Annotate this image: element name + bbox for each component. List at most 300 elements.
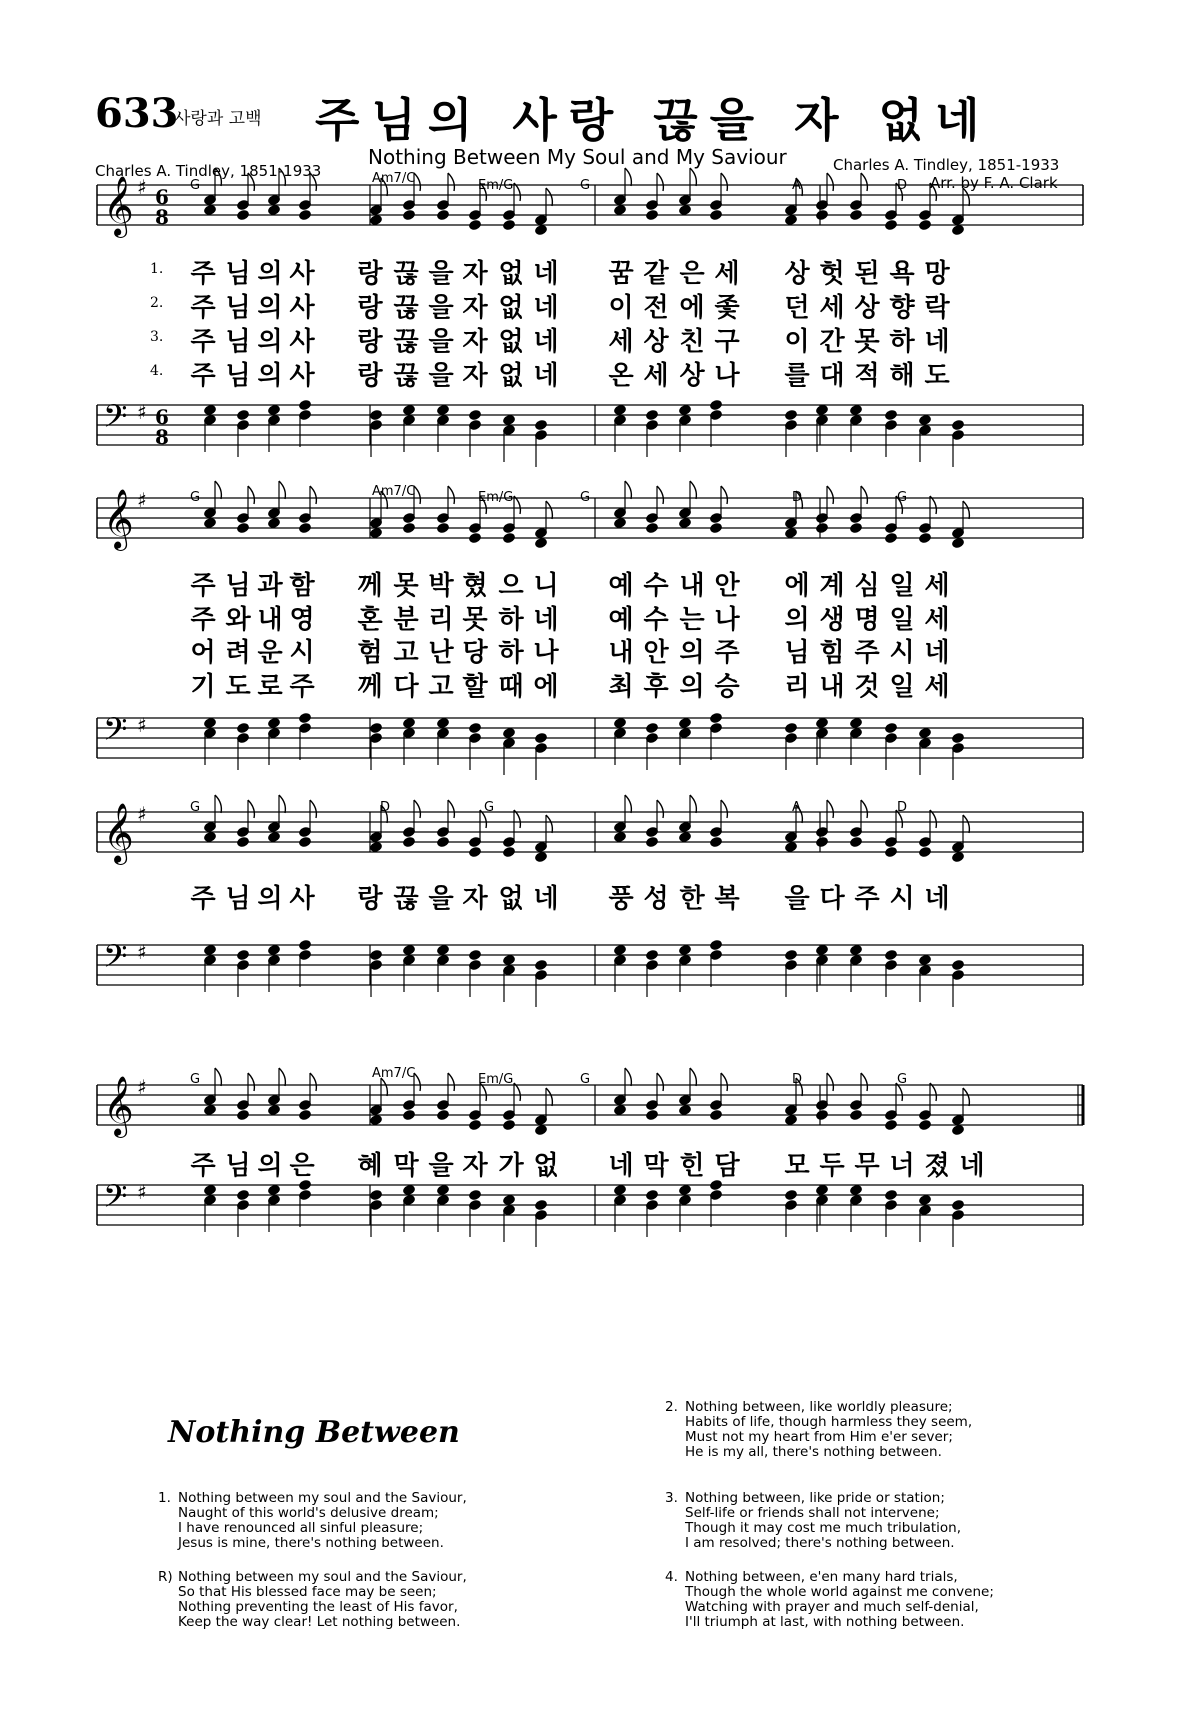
lyric-syllable: 자 — [462, 293, 488, 323]
s1-treble-flag — [215, 168, 221, 186]
lyric-syllable: 못 — [854, 327, 880, 357]
s1-bass-notehead — [298, 399, 312, 412]
lyric-syllable: 세 — [608, 327, 634, 357]
lyric-syllable: 을 — [428, 1151, 454, 1181]
chord-symbol: G — [190, 490, 201, 505]
s1-treble-notehead — [884, 219, 898, 232]
lyric-syllable: 주 — [714, 638, 740, 668]
lyric-syllable: 시 — [889, 638, 915, 668]
lyric-syllable: 네 — [533, 259, 559, 289]
lyric-syllable: 세 — [924, 571, 950, 601]
s1-treble-notehead — [468, 219, 482, 232]
lyric-syllable: 다 — [393, 672, 419, 702]
s3-bass-notehead — [645, 949, 659, 962]
s2-treble-flag — [827, 486, 833, 504]
chord-symbol: G — [897, 1072, 908, 1087]
verse-number: 4. — [150, 363, 164, 379]
s3-treble-flag — [690, 795, 696, 813]
lyric-syllable: 한 — [679, 884, 705, 914]
lyric-syllable: 세 — [924, 672, 950, 702]
s1-treble-notehead — [298, 209, 312, 222]
lyric-syllable: 안 — [714, 571, 740, 601]
lyric-syllable: 예 — [608, 605, 634, 635]
chord-symbol: G — [580, 1072, 591, 1087]
chord-symbol: D — [792, 490, 803, 505]
s3-bass-notehead — [369, 949, 383, 962]
s4-bass-notehead — [534, 1199, 548, 1212]
hymn-category: 사랑과 고백 — [174, 109, 262, 129]
lyric-syllable: 를 — [784, 361, 810, 391]
english-stanza: Nothing between, e'en many hard trials, Though the whole world against me convene; Watching with prayer and much self-denial, I'll triumph at last, with nothing between. — [685, 1569, 994, 1630]
s4-bass-notehead — [236, 1189, 250, 1202]
s1-treble-flag — [625, 168, 631, 186]
s4-treble-flag — [546, 1088, 552, 1106]
lyric-syllable: 의 — [679, 672, 705, 702]
s4-treble-notehead — [815, 1109, 829, 1122]
s3-bass-key-signature-icon: ♯ — [137, 940, 147, 964]
s3-treble-key-signature-icon: ♯ — [137, 802, 147, 826]
lyric-syllable: 랑 — [357, 884, 383, 914]
lyric-syllable: 세 — [819, 293, 845, 323]
lyric-syllable: 님 — [225, 259, 251, 289]
s2-treble-notehead — [236, 522, 250, 535]
lyric-syllable: 자 — [462, 884, 488, 914]
s2-treble-notehead — [815, 522, 829, 535]
s1-treble-notehead — [645, 209, 659, 222]
s1-treble-flag — [248, 173, 254, 191]
s4-bass-notehead — [951, 1199, 965, 1212]
lyric-syllable: 으 — [498, 571, 524, 601]
s4-bass-notehead — [784, 1189, 798, 1202]
s3-treble-notehead — [436, 836, 450, 849]
s1-treble-flag — [827, 173, 833, 191]
s1-bass-notehead — [468, 409, 482, 422]
s2-bass-clef-icon: 𝄢 — [103, 711, 128, 755]
s3-bass-notehead — [534, 959, 548, 972]
lyric-syllable: 당 — [462, 638, 488, 668]
arranger-credit: Arr. by F. A. Clark — [930, 174, 1058, 192]
lyric-syllable: 가 — [498, 1151, 524, 1181]
lyric-syllable: 세 — [924, 605, 950, 635]
chord-symbol: Em/G — [478, 1072, 514, 1087]
english-section-title: Nothing Between — [168, 1415, 460, 1450]
s3-bass-clef-icon: 𝄢 — [103, 938, 128, 982]
lyric-syllable: 의 — [257, 327, 283, 357]
lyric-syllable: 님 — [225, 884, 251, 914]
lyric-syllable: 혼 — [357, 605, 383, 635]
chord-symbol: G — [190, 1072, 201, 1087]
lyric-syllable: 좇 — [714, 293, 740, 323]
chord-symbol: D — [380, 800, 391, 815]
lyric-syllable: 은 — [289, 1151, 315, 1181]
s3-treble-notehead — [502, 846, 516, 859]
lyric-syllable: 다 — [819, 884, 845, 914]
lyric-syllable: 도 — [225, 672, 251, 702]
s1-treble-notehead — [436, 209, 450, 222]
s3-bass-notehead — [784, 949, 798, 962]
lyric-syllable: 못 — [393, 571, 419, 601]
s4-treble-flag — [861, 1073, 867, 1091]
s3-treble-flag — [414, 800, 420, 818]
s1-treble-flag — [546, 188, 552, 206]
s3-treble-flag — [310, 800, 316, 818]
lyric-syllable: 주 — [190, 327, 216, 357]
lyric-syllable: 님 — [784, 638, 810, 668]
s2-treble-flag — [546, 501, 552, 519]
s3-treble-notehead — [236, 836, 250, 849]
s2-bass-notehead — [236, 722, 250, 735]
lyric-syllable: 수 — [643, 571, 669, 601]
lyric-syllable: 친 — [679, 327, 705, 357]
s3-bass-notehead — [236, 949, 250, 962]
english-title: Nothing Between My Soul and My Saviour — [368, 145, 787, 169]
s3-treble-flag — [248, 800, 254, 818]
lyric-syllable: 의 — [679, 638, 705, 668]
chord-symbol: Em/G — [478, 178, 514, 193]
lyric-syllable: 상 — [784, 259, 810, 289]
lyric-syllable: 계 — [819, 571, 845, 601]
lyric-syllable: 없 — [498, 259, 524, 289]
lyric-syllable: 려 — [225, 638, 251, 668]
lyric-syllable: 랑 — [357, 361, 383, 391]
lyric-syllable: 없 — [498, 327, 524, 357]
s1-treble-notehead — [402, 209, 416, 222]
s1-treble-flag — [279, 168, 285, 186]
s3-bass-notehead — [298, 939, 312, 952]
lyric-syllable: 없 — [533, 1151, 559, 1181]
lyric-syllable: 해 — [889, 361, 915, 391]
s3-treble-flag — [827, 800, 833, 818]
lyric-syllable: 된 — [854, 259, 880, 289]
s2-treble-notehead — [402, 522, 416, 535]
lyric-syllable: 것 — [854, 672, 880, 702]
verse-number: 2. — [150, 295, 164, 311]
lyric-syllable: 나 — [714, 361, 740, 391]
lyric-syllable: 후 — [643, 672, 669, 702]
lyric-syllable: 끊 — [393, 327, 419, 357]
lyric-syllable: 기 — [190, 672, 216, 702]
lyric-syllable: 은 — [679, 259, 705, 289]
chord-symbol: G — [484, 800, 495, 815]
s1-bass-notehead — [645, 409, 659, 422]
lyric-syllable: 니 — [533, 571, 559, 601]
lyric-syllable: 을 — [428, 327, 454, 357]
lyric-syllable: 세 — [714, 259, 740, 289]
s2-treble-notehead — [918, 532, 932, 545]
s1-treble-notehead — [918, 219, 932, 232]
s3-treble-flag — [963, 815, 969, 833]
lyric-syllable: 이 — [784, 327, 810, 357]
s4-treble-flag — [657, 1073, 663, 1091]
lyric-syllable: 예 — [608, 571, 634, 601]
s2-treble-flag — [625, 481, 631, 499]
lyric-syllable: 리 — [428, 605, 454, 635]
s2-treble-flag — [861, 486, 867, 504]
s4-bass-notehead — [468, 1189, 482, 1202]
lyric-syllable: 께 — [357, 672, 383, 702]
lyric-syllable: 주 — [190, 361, 216, 391]
lyric-syllable: 욕 — [889, 259, 915, 289]
lyric-syllable: 함 — [289, 571, 315, 601]
lyric-syllable: 힘 — [819, 638, 845, 668]
s4-bass-notehead — [369, 1189, 383, 1202]
lyric-syllable: 수 — [643, 605, 669, 635]
lyric-syllable: 일 — [889, 672, 915, 702]
lyric-syllable: 명 — [854, 605, 880, 635]
s2-treble-flag — [690, 481, 696, 499]
lyric-syllable: 주 — [190, 571, 216, 601]
s1-treble-notehead — [236, 209, 250, 222]
s4-treble-flag — [963, 1088, 969, 1106]
s2-bass-notehead — [534, 732, 548, 745]
s4-bass-notehead — [884, 1189, 898, 1202]
s1-bass-clef-icon: 𝄢 — [103, 398, 128, 442]
chord-symbol: G — [190, 800, 201, 815]
s1-treble-flag — [721, 173, 727, 191]
s2-treble-notehead — [849, 522, 863, 535]
s1-bass-notehead — [884, 409, 898, 422]
s2-treble-flag — [963, 501, 969, 519]
lyric-syllable: 분 — [393, 605, 419, 635]
lyric-syllable: 막 — [643, 1151, 669, 1181]
s1-bass-notehead — [369, 409, 383, 422]
s2-bass-notehead — [784, 722, 798, 735]
s4-treble-notehead — [884, 1119, 898, 1132]
s4-treble-key-signature-icon: ♯ — [137, 1075, 147, 1099]
s4-treble-clef-icon: 𝄞 — [103, 1076, 134, 1136]
s1-bass-notehead — [534, 419, 548, 432]
lyric-syllable: 사 — [289, 884, 315, 914]
lyric-syllable: 락 — [924, 293, 950, 323]
s1-bass-notehead — [951, 419, 965, 432]
lyric-syllable: 의 — [784, 605, 810, 635]
chord-symbol: A — [792, 800, 801, 815]
author-credit: Charles A. Tindley, 1851-1933 — [833, 156, 1060, 174]
s1-treble-key-signature-icon: ♯ — [137, 175, 147, 199]
stanza-label: 3. — [665, 1490, 678, 1506]
lyric-syllable: 랑 — [357, 293, 383, 323]
s3-bass-notehead — [709, 939, 723, 952]
lyric-syllable: 리 — [784, 672, 810, 702]
s4-treble-flag — [279, 1068, 285, 1086]
s3-treble-flag — [279, 795, 285, 813]
s4-bass-clef-icon: 𝄢 — [103, 1178, 128, 1222]
lyric-syllable: 랑 — [357, 259, 383, 289]
lyric-syllable: 꿈 — [608, 259, 634, 289]
lyric-syllable: 내 — [819, 672, 845, 702]
s3-treble-clef-icon: 𝄞 — [103, 803, 134, 863]
s2-bass-notehead — [298, 712, 312, 725]
lyric-syllable: 에 — [679, 293, 705, 323]
lyric-syllable: 의 — [257, 293, 283, 323]
s4-treble-flag — [690, 1068, 696, 1086]
lyric-syllable: 망 — [924, 259, 950, 289]
lyric-syllable: 을 — [428, 259, 454, 289]
chord-symbol: Am7/C — [372, 484, 416, 499]
s2-treble-flag — [248, 486, 254, 504]
stanza-label: 2. — [665, 1399, 678, 1415]
lyric-syllable: 대 — [819, 361, 845, 391]
s1-bass-notehead — [784, 409, 798, 422]
lyric-syllable: 도 — [924, 361, 950, 391]
s3-treble-flag — [215, 795, 221, 813]
s1-treble-flag — [690, 168, 696, 186]
english-stanza: Nothing between, like worldly pleasure; Habits of life, though harmless they seem, Must not my heart from Him e'er sever; He is my all, there's nothing between. — [685, 1399, 973, 1460]
lyric-syllable: 주 — [190, 293, 216, 323]
s4-treble-flag — [514, 1083, 520, 1101]
lyric-syllable: 끊 — [393, 361, 419, 391]
lyric-syllable: 주 — [190, 259, 216, 289]
verse-number: 3. — [150, 329, 164, 345]
s2-treble-notehead — [709, 522, 723, 535]
s4-treble-flag — [310, 1073, 316, 1091]
s3-treble-flag — [514, 810, 520, 828]
s4-treble-notehead — [918, 1119, 932, 1132]
s3-bass-notehead — [884, 949, 898, 962]
s1-treble-flag — [657, 173, 663, 191]
s4-treble-flag — [448, 1073, 454, 1091]
s4-treble-notehead — [849, 1109, 863, 1122]
lyric-syllable: 할 — [462, 672, 488, 702]
s3-treble-flag — [930, 810, 936, 828]
s2-treble-notehead — [298, 522, 312, 535]
s3-treble-notehead — [884, 846, 898, 859]
s4-treble-flag — [625, 1068, 631, 1086]
lyric-syllable: 하 — [889, 327, 915, 357]
s1-treble-clef-icon: 𝄞 — [103, 176, 134, 236]
s4-treble-notehead — [436, 1109, 450, 1122]
lyric-syllable: 담 — [714, 1151, 740, 1181]
s2-treble-flag — [215, 481, 221, 499]
lyric-syllable: 사 — [289, 361, 315, 391]
lyric-syllable: 간 — [819, 327, 845, 357]
hymn-title: 주님의 사랑 끊을 자 없네 — [315, 93, 992, 147]
lyric-syllable: 네 — [533, 361, 559, 391]
lyric-syllable: 온 — [608, 361, 634, 391]
lyric-syllable: 힌 — [679, 1151, 705, 1181]
lyric-syllable: 승 — [714, 672, 740, 702]
s4-treble-notehead — [236, 1109, 250, 1122]
s3-treble-flag — [448, 800, 454, 818]
s3-treble-notehead — [815, 836, 829, 849]
lyric-syllable: 못 — [462, 605, 488, 635]
lyric-syllable: 어 — [190, 638, 216, 668]
chord-symbol: D — [897, 178, 908, 193]
s2-treble-flag — [279, 481, 285, 499]
s2-treble-notehead — [645, 522, 659, 535]
lyric-syllable: 님 — [225, 293, 251, 323]
chord-symbol: D — [897, 800, 908, 815]
s4-treble-notehead — [468, 1119, 482, 1132]
s2-treble-notehead — [468, 532, 482, 545]
s2-treble-flag — [721, 486, 727, 504]
s2-treble-notehead — [502, 532, 516, 545]
lyric-syllable: 주 — [289, 672, 315, 702]
lyric-syllable: 혔 — [462, 571, 488, 601]
lyric-syllable: 없 — [498, 884, 524, 914]
hymn-number: 633 — [95, 90, 179, 137]
lyric-syllable: 시 — [889, 884, 915, 914]
lyric-syllable: 복 — [714, 884, 740, 914]
s1-treble-flag — [514, 183, 520, 201]
lyric-syllable: 님 — [225, 361, 251, 391]
s4-treble-flag — [215, 1068, 221, 1086]
s3-treble-notehead — [918, 846, 932, 859]
s1-bass-time-bottom: 8 — [155, 425, 169, 449]
lyric-syllable: 헛 — [819, 259, 845, 289]
lyric-syllable: 네 — [533, 605, 559, 635]
s1-treble-time-bottom: 8 — [155, 205, 169, 229]
s1-treble-flag — [310, 173, 316, 191]
lyric-syllable: 안 — [643, 638, 669, 668]
english-stanza: Nothing between my soul and the Saviour, So that His blessed face may be seen; Nothing preventing the least of His favor, Keep the way clear! Let nothing between. — [178, 1569, 467, 1630]
lyric-syllable: 하 — [498, 605, 524, 635]
lyric-syllable: 성 — [643, 884, 669, 914]
s3-treble-notehead — [709, 836, 723, 849]
lyric-syllable: 을 — [428, 293, 454, 323]
s3-treble-notehead — [298, 836, 312, 849]
s4-treble-notehead — [502, 1119, 516, 1132]
s3-treble-flag — [625, 795, 631, 813]
s2-treble-key-signature-icon: ♯ — [137, 488, 147, 512]
chord-symbol: G — [580, 178, 591, 193]
s2-bass-notehead — [369, 722, 383, 735]
lyric-syllable: 하 — [498, 638, 524, 668]
lyric-syllable: 네 — [608, 1151, 634, 1181]
s1-treble-notehead — [849, 209, 863, 222]
lyric-syllable: 일 — [889, 571, 915, 601]
lyric-syllable: 을 — [428, 361, 454, 391]
s3-bass-notehead — [468, 949, 482, 962]
s4-treble-flag — [827, 1073, 833, 1091]
lyric-syllable: 님 — [225, 571, 251, 601]
chord-symbol: D — [792, 1072, 803, 1087]
lyric-syllable: 께 — [357, 571, 383, 601]
lyric-syllable: 무 — [854, 1151, 880, 1181]
lyric-syllable: 박 — [428, 571, 454, 601]
s2-bass-notehead — [951, 732, 965, 745]
s3-treble-flag — [657, 800, 663, 818]
lyric-syllable: 과 — [257, 571, 283, 601]
lyric-syllable: 내 — [608, 638, 634, 668]
s2-treble-flag — [310, 486, 316, 504]
lyric-syllable: 네 — [533, 293, 559, 323]
lyric-syllable: 같 — [643, 259, 669, 289]
lyric-syllable: 없 — [498, 361, 524, 391]
lyric-syllable: 님 — [225, 1151, 251, 1181]
lyric-syllable: 때 — [498, 672, 524, 702]
lyric-syllable: 일 — [889, 605, 915, 635]
s2-treble-flag — [448, 486, 454, 504]
s2-treble-notehead — [436, 522, 450, 535]
lyric-syllable: 끊 — [393, 293, 419, 323]
lyric-syllable: 자 — [462, 1151, 488, 1181]
s1-treble-time-top: 6 — [155, 185, 169, 209]
lyric-syllable: 랑 — [357, 327, 383, 357]
s4-treble-notehead — [709, 1109, 723, 1122]
chord-symbol: G — [580, 490, 591, 505]
lyric-syllable: 두 — [819, 1151, 845, 1181]
s2-treble-notehead — [884, 532, 898, 545]
english-stanza: Nothing between my soul and the Saviour, Naught of this world's delusive dream; I have renounced all sinful pleasure; Jesus is mine, there's nothing between. — [178, 1490, 467, 1551]
chord-symbol: Am7/C — [372, 1066, 416, 1081]
s1-bass-notehead — [236, 409, 250, 422]
lyric-syllable: 막 — [393, 1151, 419, 1181]
lyric-syllable: 고 — [428, 672, 454, 702]
s4-bass-notehead — [645, 1189, 659, 1202]
s3-treble-notehead — [849, 836, 863, 849]
stanza-label: 1. — [158, 1490, 171, 1506]
